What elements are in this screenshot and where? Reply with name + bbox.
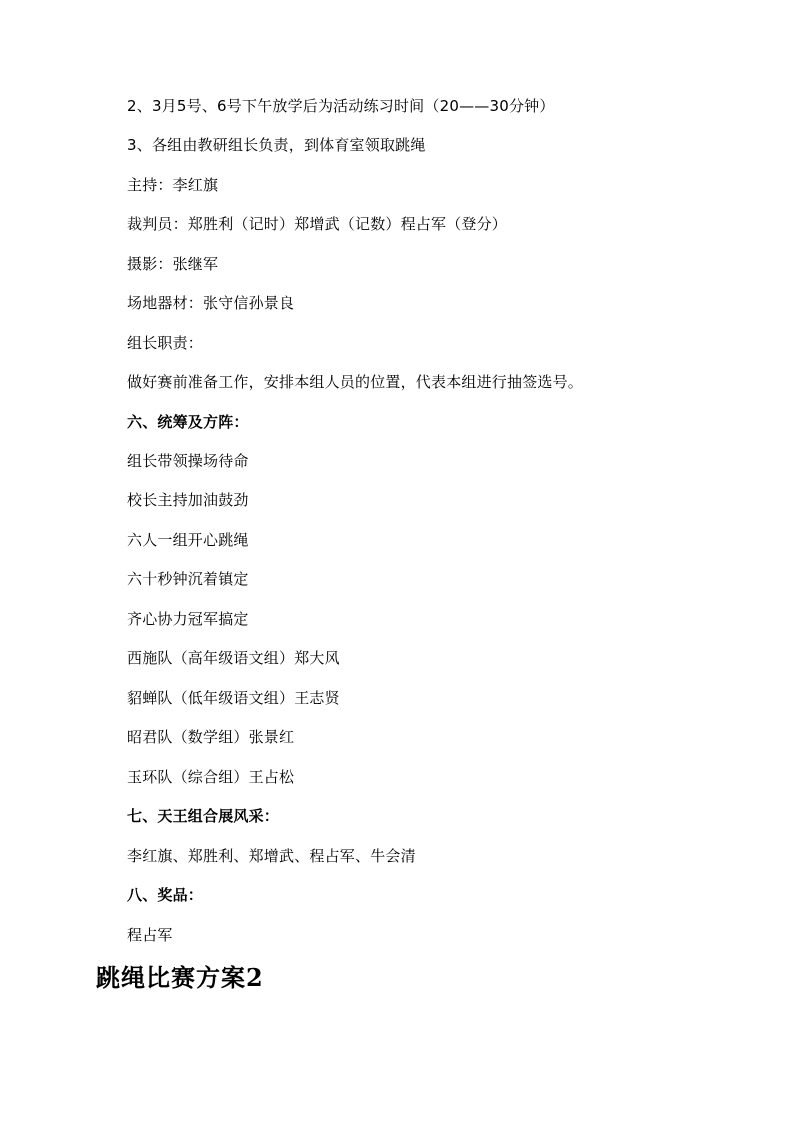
section-heading-six: 六、统筹及方阵： [127,413,249,431]
line-slogan-5: 齐心协力冠军搞定 [127,610,249,628]
section-heading-eight: 八、奖品： [127,886,204,904]
section-title: 跳绳比赛方案2 [96,963,264,992]
line-equipment: 场地器材：张守信孙景良 [127,294,295,312]
line-prize: 程占军 [127,926,173,944]
line-team-yuhuan: 玉环队（综合组）王占松 [127,768,295,786]
line-host: 主持：李红旗 [127,176,219,194]
section-heading-seven: 七、天王组合展风采： [127,807,280,825]
line-leader-duties: 做好赛前准备工作，安排本组人员的位置，代表本组进行抽签选号。 [127,373,584,391]
line-referees: 裁判员：郑胜利（记时）郑增武（记数）程占军（登分） [127,215,508,233]
line-photography: 摄影：张继军 [127,255,219,273]
line-schedule: 2、3月5号、6号下午放学后为活动练习时间（20——30分钟） [127,97,555,115]
line-slogan-1: 组长带领操场待命 [127,452,249,470]
line-team-zhaojun: 昭君队（数学组）张景红 [127,728,295,746]
line-rope-pickup: 3、各组由教研组长负责，到体育室领取跳绳 [127,136,426,154]
line-team-xishi: 西施队（高年级语文组）郑大风 [127,649,340,667]
line-slogan-3: 六人一组开心跳绳 [127,531,249,549]
line-team-diaochan: 貂蝉队（低年级语文组）王志贤 [127,689,340,707]
line-slogan-2: 校长主持加油鼓劲 [127,491,249,509]
line-team-members: 李红旗、郑胜利、郑增武、程占军、牛会清 [127,847,416,865]
line-leader-duties-label: 组长职责： [127,334,204,352]
line-slogan-4: 六十秒钟沉着镇定 [127,570,249,588]
